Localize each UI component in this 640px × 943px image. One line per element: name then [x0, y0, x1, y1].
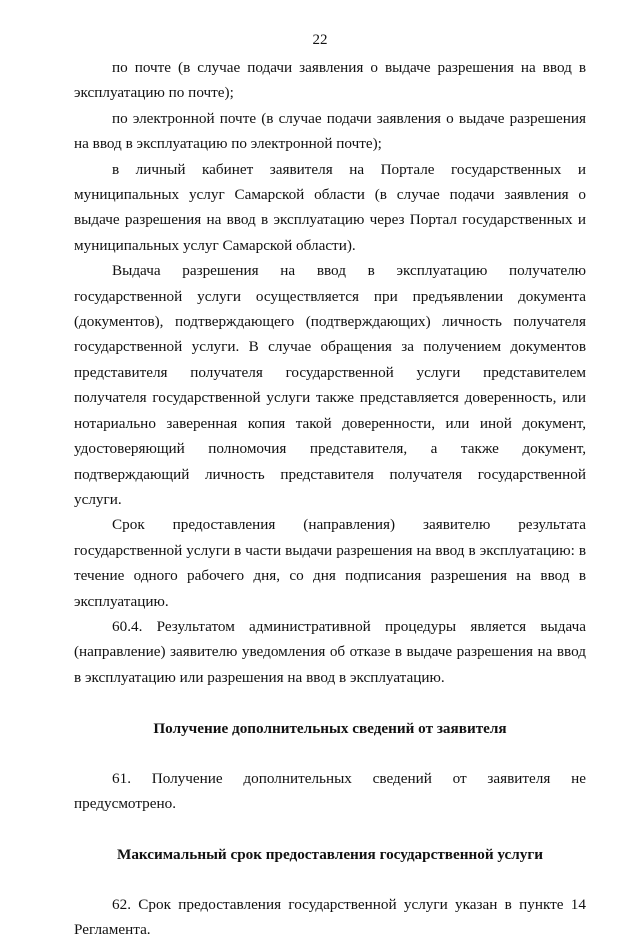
document-body — [74, 55, 586, 943]
paragraph-issuance: Выдача разрешения на ввод в эксплуатацию получателю государственной услуги осуществляется при предъявлении документа (документов), подтверждающего (подтверждающих) личность получателя государственной услуги. В случае обращения за получением документов представителя получателя государственной услуги представителем получателя государственной услуги также представляется доверенность, или нотариально заверенная копия такой доверенности, или иной документ, удостоверяющий полномочия представителя, а также документ, подтверждающий личность представителя получателя государственной услуги. — [74, 262, 586, 508]
paragraph-62: 62. Срок предоставления государственной услуги указан в пункте 14 Регламента. — [74, 895, 586, 939]
paragraph-by-mail: по почте (в случае подачи заявления о выдаче разрешения на ввод в эксплуатацию по почте); — [74, 59, 586, 102]
paragraph-by-email: по электронной почте (в случае подачи заявления о выдаче разрешения на ввод в эксплуатацию по электронной почте); — [74, 109, 586, 153]
section-heading-max-term: Максимальный срок предоставления государственной услуги — [117, 846, 543, 864]
paragraph-deadline: Срок предоставления (направления) заявителю результата государственной услуги в части выдачи разрешения на ввод в эксплуатацию: в течение одного рабочего дня, со дня подписания разрешения на ввод в эксплуатацию. — [74, 516, 586, 610]
paragraph-60-4: 60.4. Результатом административной процедуры является выдача (направление) заявителю уведомления об отказе в выдаче разрешения на ввод в эксплуатацию или разрешения на ввод в эксплуатацию. — [74, 617, 586, 686]
paragraph-61: 61. Получение дополнительных сведений от заявителя не предусмотрено. — [74, 769, 586, 812]
paragraph-personal-account: в личный кабинет заявителя на Портале государственных и муниципальных услуг Самарской области (в случае подачи заявления о выдаче разрешения на ввод в эксплуатацию через Портал государственных и муниципальных услуг Самарской области). — [74, 160, 586, 254]
page-number: 22 — [312, 32, 328, 48]
section-heading-additional-info: Получение дополнительных сведений от заявителя — [153, 720, 507, 738]
